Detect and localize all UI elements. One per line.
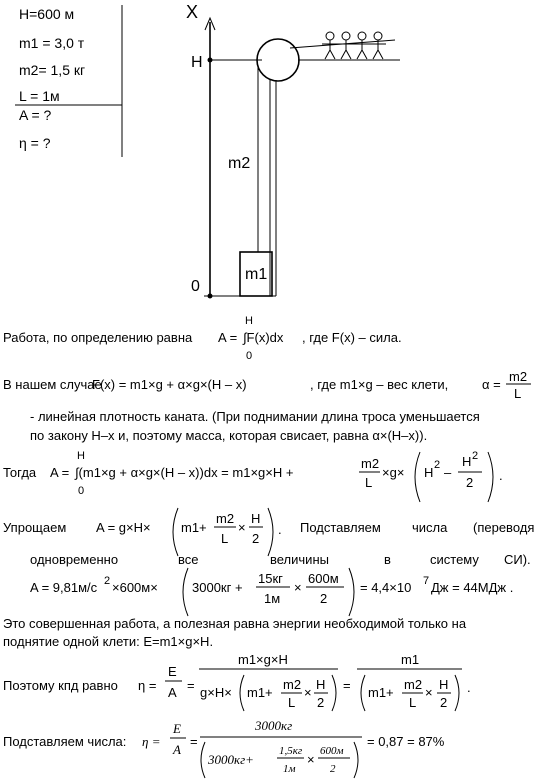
force-formula: F(x) = m1×g + α×g×(H – x): [92, 377, 247, 392]
eta-f3-hn: H: [439, 677, 449, 692]
given-m1: m1 = 3,0 т: [19, 35, 85, 51]
si-word: СИ).: [504, 552, 531, 567]
simp-f1-num: m2: [216, 511, 235, 526]
eta-f2-den-a: g×H×: [200, 685, 232, 700]
work-upper: H: [77, 450, 85, 462]
work-lhs: A =: [50, 465, 70, 480]
system-word: систему: [430, 552, 479, 567]
given-h: H=600 м: [19, 6, 75, 22]
work-in-num: H: [462, 454, 472, 469]
find-eta: η = ?: [19, 135, 51, 151]
eta-f3-num: m1: [401, 652, 420, 667]
simp-f2-den: 2: [252, 531, 260, 546]
num-f1-den: 1м: [264, 591, 281, 606]
si-line: [30, 552, 531, 567]
given-m2: m2= 1,5 кг: [19, 62, 86, 78]
work-body: ∫(m1×g + α×g×(H – x))dx = m1×g×H +: [75, 465, 294, 480]
num-times: ×: [294, 580, 302, 595]
simp-m1: m1+: [181, 520, 207, 535]
our-case-text: В нашем случае: [3, 377, 102, 392]
work-h-exp: 2: [434, 459, 441, 471]
integral-lhs: A =: [218, 330, 238, 345]
axis-label-zero: 0: [191, 278, 200, 295]
num-paren-left: [183, 568, 188, 616]
efficiency-line: [3, 652, 471, 711]
work-h: H: [424, 465, 434, 480]
simplify-text: Упрощаем: [3, 520, 67, 535]
simp-f1-den: L: [221, 531, 229, 546]
alpha-den: L: [514, 386, 522, 401]
work-frac-num: m2: [361, 456, 380, 471]
work-paren-right: [488, 452, 493, 502]
work-lower: 0: [78, 485, 85, 497]
num-lhs: A = 9,81м/с: [30, 580, 98, 595]
efficiency-numeric-line: [3, 718, 445, 778]
linear-density-text-2: по закону H–x и, поэтому масса, которая свисает, равна α×(H–x)).: [30, 428, 428, 443]
substitute-word: Подставляем: [300, 520, 381, 535]
rope-label-m2: m2: [228, 155, 251, 172]
work-done-text-2: поднятие одной клети: E=m1×g×H.: [3, 634, 214, 649]
find-a: A = ?: [19, 107, 52, 123]
etan-eq1: =: [190, 734, 198, 749]
numbers-word: числа: [412, 520, 448, 535]
simp-end: .: [278, 522, 282, 537]
eta-f2-hd: 2: [317, 695, 325, 710]
eta-lhs: η =: [138, 678, 157, 693]
work-integral-line: [3, 450, 503, 502]
etan-fn: 1,5кг: [279, 745, 303, 757]
work-def-text: Работа, по определению равна: [3, 330, 193, 345]
eta-f3-fn: m2: [404, 677, 423, 692]
in-word: в: [384, 552, 391, 567]
eta-f1-den: A: [168, 685, 177, 700]
work-definition-line: [3, 315, 402, 362]
eta-f2-fd: L: [288, 695, 296, 710]
eta-f2-paren-right: [332, 675, 336, 711]
our-case-line: [3, 369, 531, 401]
simp-paren-left: [173, 508, 178, 556]
num-exp: 2: [104, 575, 111, 587]
eta-f3-fd: L: [409, 695, 417, 710]
integral-upper: H: [245, 315, 253, 327]
eta-f2-paren-left: [240, 675, 244, 711]
where-force-text: , где F(x) – сила.: [302, 330, 402, 345]
cage-label-m1: m1: [245, 266, 268, 283]
etan-paren-left: [201, 742, 205, 778]
etan-lhs: η =: [142, 734, 161, 749]
eta-f1-num: E: [168, 664, 177, 679]
integral-body: ∫F(x)dx: [243, 330, 284, 345]
eta-f3-times: ×: [425, 685, 433, 700]
eta-f2-fn: m2: [283, 677, 302, 692]
eta-f2-num: m1×g×H: [238, 652, 288, 667]
eta-end: .: [467, 680, 471, 695]
etan-hd: 2: [330, 763, 336, 775]
given-l: L = 1м: [19, 88, 60, 104]
etan-fd: 1м: [283, 763, 296, 775]
integral-lower: 0: [246, 350, 253, 362]
alpha-num: m2: [509, 369, 528, 384]
then-text: Тогда: [3, 465, 37, 480]
eta-f2-den-b: m1+: [247, 685, 273, 700]
work-after-frac: ×g×: [382, 465, 405, 480]
num-f1-num: 15кг: [258, 571, 283, 586]
etan-f1-num: E: [173, 721, 181, 736]
converting-word: (переводя: [473, 520, 535, 535]
eta-f3-paren-right: [455, 675, 459, 711]
etan-paren-right: [354, 742, 358, 778]
eta-eq1: =: [187, 678, 195, 693]
cage-weight-text: , где m1×g – вес клети,: [310, 377, 449, 392]
etan-hn: 600м: [320, 745, 344, 757]
num-f2-num: 600м: [308, 571, 339, 586]
num-result: = 4,4×10: [360, 580, 412, 595]
efficiency-text: Поэтому кпд равно: [3, 678, 118, 693]
eta-eq2: =: [343, 678, 351, 693]
eta-f3-hd: 2: [440, 695, 448, 710]
num-mid: ×600м×: [112, 580, 158, 595]
all-word: все: [178, 552, 199, 567]
substitute-numbers-text: Подставляем числа:: [3, 734, 127, 749]
etan-f1-den: A: [173, 742, 181, 757]
linear-density-text-1: - линейная плотность каната. (При поднимании длина троса уменьшается: [30, 409, 480, 424]
eta-f3-paren-left: [361, 675, 365, 711]
num-m1: 3000кг +: [192, 580, 243, 595]
simplify-line: [3, 508, 534, 556]
num-f2-den: 2: [320, 591, 328, 606]
work-in-exp: 2: [472, 450, 479, 462]
work-in-den: 2: [466, 475, 474, 490]
simultaneously-word: одновременно: [30, 552, 119, 567]
etan-times: ×: [307, 752, 315, 767]
work-end: .: [499, 468, 503, 483]
work-done-text-1: Это совершенная работа, а полезная равна энергии необходимой только на: [3, 616, 467, 631]
quantities-word: величины: [270, 552, 329, 567]
eta-f2-times: ×: [304, 685, 312, 700]
alpha-lhs: α =: [482, 377, 501, 392]
etan-result: = 0,87 = 87%: [367, 734, 445, 749]
work-minus: –: [444, 465, 452, 480]
numeric-line: [30, 568, 513, 616]
etan-den-a: 3000кг+: [208, 752, 254, 767]
num-paren-right: [349, 568, 354, 616]
axis-label-x: X: [186, 2, 199, 22]
eta-f3-den-b: m1+: [368, 685, 394, 700]
eta-f2-hn: H: [316, 677, 326, 692]
simp-paren-right: [268, 508, 273, 556]
simp-f2-num: H: [251, 511, 261, 526]
num-result-exp: 7: [423, 575, 430, 587]
axis-label-h: H: [191, 54, 203, 71]
etan-num: 3000кг: [255, 718, 293, 733]
num-result-end: Дж = 44МДж .: [431, 580, 514, 595]
work-frac-den: L: [365, 475, 373, 490]
simp-times: ×: [238, 520, 246, 535]
work-paren-left: [415, 452, 420, 502]
simp-lhs: A = g×H×: [96, 520, 151, 535]
